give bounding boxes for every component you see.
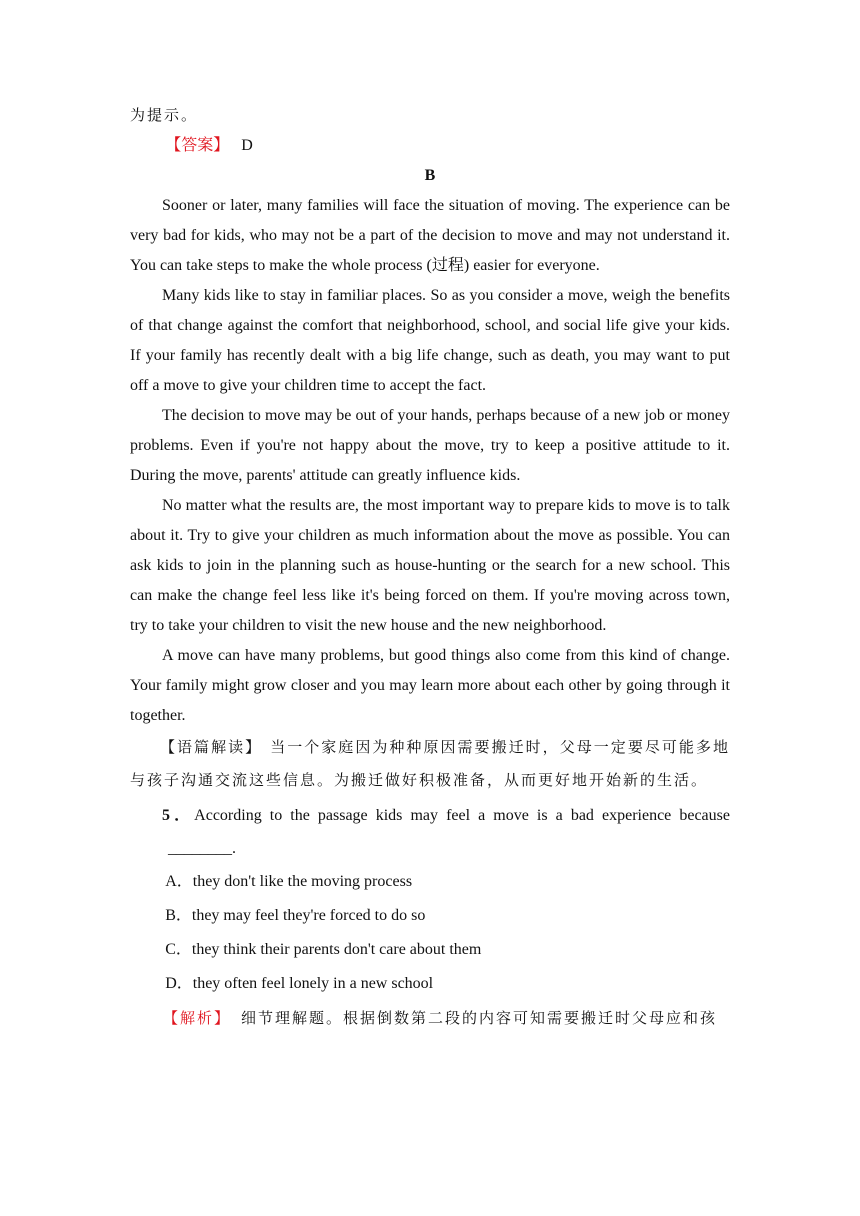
interpretation (130, 731, 730, 797)
option-text: they may feel they're forced to do so (191, 907, 426, 924)
option-letter: D． (165, 975, 193, 992)
option-text: they think their parents don't care about them (191, 941, 482, 958)
option-a (130, 865, 730, 899)
analysis-text: 细节理解题。根据倒数第二段的内容可知需要搬迁时父母应和孩 (241, 1009, 718, 1027)
passage-paragraph-2: Many kids like to stay in familiar places. So as you consider a move, weigh the benefits of that change against the comfort that neighborhood, school, and social life give your kids. If your family has recently dealt with a big life change, such as death, you may want to put off a move to give your children time to accept the fact. (130, 287, 730, 394)
interpretation-label: 【语篇解读】 (160, 738, 263, 756)
passage-paragraph-1: Sooner or later, many families will face the situation of moving. The experience can be very bad for kids, who may not be a part of the decision to move and may not understand it. You can take steps to make the whole process (过程) easier for everyone. (130, 197, 730, 274)
option-letter: A． (165, 873, 193, 890)
option-b (130, 899, 730, 933)
question-text: According to the passage kids may feel a move is a bad experience because (194, 807, 730, 824)
passage-paragraph-4: No matter what the results are, the most important way to prepare kids to move is to talk about it. Try to give your children as much information about the move as possible. You can ask kids to join in the planning such as house-hunting or the search for a new school. This can make the change feel less like it's being forced on them. If you're moving across town, try to take your children to visit the new house and the new neighborhood. (130, 497, 730, 634)
option-letter: C． (165, 941, 192, 958)
answer-label: 【答案】 (165, 135, 230, 154)
analysis-line (130, 1003, 730, 1033)
question-number: 5． (162, 807, 195, 824)
answer-line (130, 130, 730, 161)
option-d (130, 967, 730, 1001)
option-letter: B． (165, 907, 192, 924)
answer-value: D (241, 137, 253, 154)
passage-paragraph-3: The decision to move may be out of your hands, perhaps because of a new job or money problems. Even if you're not happy about the move, try to keep a positive attitude to it. During the move, parents' attitude can greatly influence kids. (130, 407, 730, 484)
interpretation-text: 当一个家庭因为种种原因需要搬迁时，父母一定要尽可能多地与孩子沟通交流这些信息。为搬迁做好积极准备，从而更好地开始新的生活。 (130, 738, 730, 789)
top-fragment: 为提示。 (130, 106, 199, 124)
question-blank: ________. (168, 840, 236, 857)
option-text: they often feel lonely in a new school (192, 975, 434, 992)
option-text: they don't like the moving process (192, 873, 413, 890)
question-stem (130, 799, 730, 865)
option-c (130, 933, 730, 967)
passage-paragraph-5: A move can have many problems, but good things also come from this kind of change. Your family might grow closer and you may learn more about each other by going through it together. (130, 647, 730, 724)
analysis-label: 【解析】 (163, 1009, 232, 1027)
document-page (130, 100, 730, 1033)
section-letter: B (424, 167, 436, 184)
